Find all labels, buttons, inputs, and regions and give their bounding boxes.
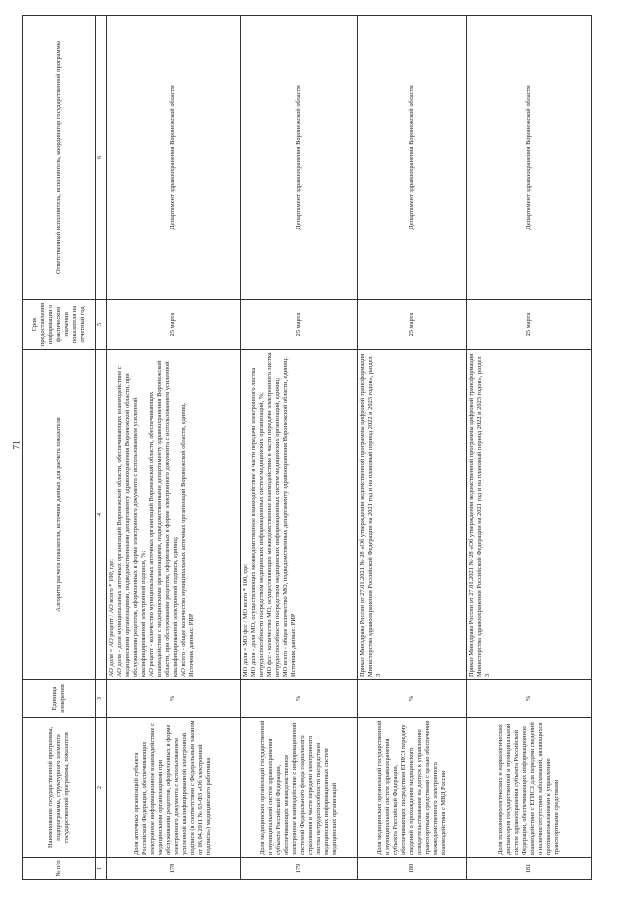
header-algorithm: Алгоритм расчета показателя, источник данных для расчета показателя [23,350,96,680]
responsible: Департамент здравоохранения Воронежской области [357,16,466,300]
deadline: 25 марта [240,300,357,350]
table-header-row [23,16,96,880]
responsible: Департамент здравоохранения Воронежской области [466,16,591,300]
column-number: 3 [96,680,107,718]
column-number: 1 [96,858,107,880]
unit: % [240,680,357,718]
column-numbers-row [96,16,107,880]
header-responsible: Ответственный исполнитель, исполнитель, координатор государственной программы [23,16,96,300]
algorithm-cell [240,350,357,680]
column-number: 2 [96,718,107,858]
header-unit: Единица измерения [23,680,96,718]
table-row [466,16,591,880]
row-number: 181 [466,858,591,880]
table-row [357,16,466,880]
indicator-name: Доля медицинских организаций государственной и муниципальной систем здравоохранения субъекта Российской Федерации, обеспечивающих посредством ЕГИСЗ передачу сведений о прохождении медицинского освидетельствования на допуск к управлению транспортными средствами с целью обеспечения межведомственного электронного взаимодействия с МВД России [357,718,466,858]
deadline: 25 марта [466,300,591,350]
indicator-name: Доля психоневрологических и наркологических диспансеров государственной и муниципальной систем здравоохранения субъекта Российской Федерации, обеспечивающих информационное взаимодействие с ЕГИСЗ для передачи сведений о наличии/отсутствии заболеваний, являющихся противопоказаниями к управлению транспортными средствами [466,718,591,858]
algorithm-line: Источник данных: РИР [289,613,297,677]
table-row [107,16,241,880]
indicator-name: Доля аптечных организаций субъекта Российской Федерации, обеспечивающих электронное информационное взаимодействие с медицинскими организациями при обслуживании рецептов, оформленных в форме электронного документа с использованием усиленной квалифицированной электронной подписи (в соответствии с Федеральным законом от 06.04.2011 № 63-ФЗ «Об электронной подписи») медицинского работника [107,718,241,858]
indicator-name: Доля медицинских организаций государственной и муниципальной систем здравоохранения субъекта Российской Федерации, обеспечивающих межведомственное электронное взаимодействие с информационной системой Федерального фонда социального страхования в части передачи электронного листка нетрудоспособности посредством медицинских информационных систем медицинских организаций [240,718,357,858]
header-deadline: Срок предоставления информации о фактическом значении показателя на отчетный год [23,300,96,350]
responsible: Департамент здравоохранения Воронежской области [107,16,241,300]
unit: % [357,680,466,718]
unit: % [107,680,241,718]
deadline: 25 марта [107,300,241,350]
algorithm-line: АО рецепт - количество муниципальных аптечных организаций Воронежской области, обеспечивающих взаимодействие с медицинскими организациями, подведомственными департаменту здравоохранения Воронежской области, при обслуживании рецептов, оформленных в форме электронного документа с использованием усиленной квалифицированной электронной подписи, единиц; [148,360,180,677]
algorithm-line: МО фсс - количество МО, осуществляющих межведомственное взаимодействие в части передачи электронного листка нетрудоспособности посредством медицинских информационных систем медицинских организаций, единиц; [265,352,281,677]
table-row [240,16,357,880]
page-number: 71 [11,440,22,450]
algorithm-line: Приказ Минздрава России от 27.01.2021 № 28 «Об утверждении ведомственной программы цифровой трансформации Министерства здравоохранения Российской Федерации на 2021 год и на плановый период 2022 и 2023 годов», раздел 3 [358,353,382,677]
algorithm-line: МО всего - общее количество МО, подведомственных департаменту здравоохранения Воронежской области, единиц. [281,357,289,677]
header-number: № п/п [23,858,96,880]
algorithm-cell [107,350,241,680]
algorithm-line: МО доля - доля МО, осуществляющих межведомственное взаимодействие в части передачи электронного листка нетрудоспособности посредством медицинских информационных систем медицинских организаций, %; [249,367,265,677]
algorithm-line: АО доля = АО рецепт / АО всего * 100, где: [108,558,116,677]
responsible: Департамент здравоохранения Воронежской области [240,16,357,300]
column-number: 6 [96,16,107,300]
row-number: 179 [240,858,357,880]
algorithm-line: АО всего - общее количество муниципальных аптечных организаций Воронежской области, единиц. [180,402,188,677]
algorithm-line: АО доля - доля муниципальных аптечных организаций Воронежской области, обеспечивающих взаимодействие с медицинскими организациями, подведомственными департаменту здравоохранения Воронежской области, при обслуживании рецептов, оформленных в форме электронного документа с использованием усиленной квалифицированной электронной подписи, %; [116,366,148,677]
algorithm-line: Источник данных: РИР [188,613,196,677]
column-number: 4 [96,350,107,680]
rotated-table-container [22,16,592,880]
algorithm-line: Приказ Минздрава России от 27.01.2021 № 28 «Об утверждении ведомственной программы цифровой трансформации Министерства здравоохранения Российской Федерации на 2021 год и на плановый период 2022 и 2023 годов», раздел 3 [467,353,491,677]
row-number: 180 [357,858,466,880]
column-number: 5 [96,300,107,350]
header-name: Наименование государственной программы, подпрограммы, структурного элемента государственной программы, показателя [23,718,96,858]
algorithm-cell [466,350,591,680]
algorithm-line: МО доля = МО фсс / МО всего * 100, где: [241,563,249,677]
indicators-table [22,15,592,880]
algorithm-cell [357,350,466,680]
row-number: 178 [107,858,241,880]
deadline: 25 марта [357,300,466,350]
unit: % [466,680,591,718]
